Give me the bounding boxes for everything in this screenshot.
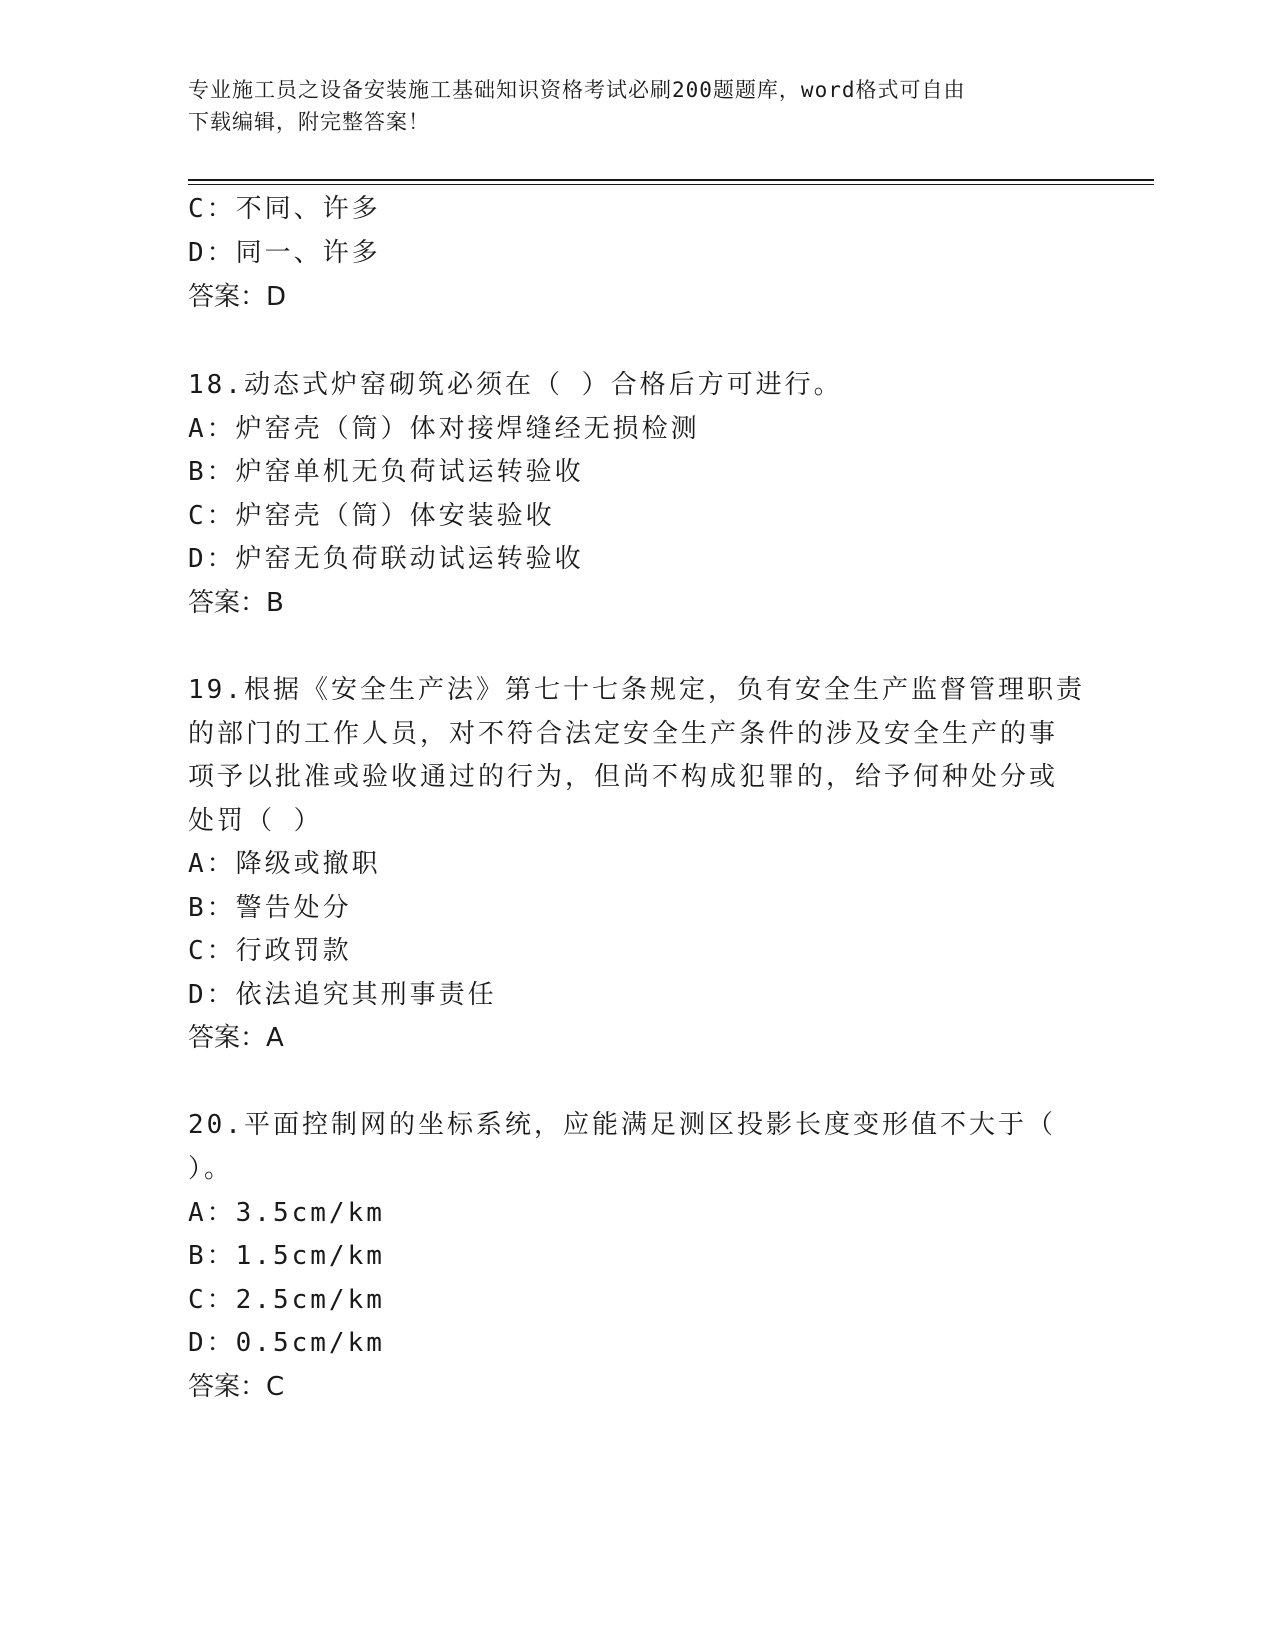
q19-option-c: C：行政罚款 [188, 936, 352, 966]
q18-option-d: D：炉窑无负荷联动试运转验收 [188, 544, 584, 574]
q19-option-b: B：警告处分 [188, 893, 352, 923]
q18-option-a: A：炉窑壳（筒）体对接焊缝经无损检测 [188, 414, 700, 444]
q18-stem-line-1: 18.动态式炉窑砌筑必须在（ ）合格后方可进行。 [188, 370, 843, 400]
q17-option-c: C：不同、许多 [188, 194, 381, 224]
q17-answer: 答案：D [188, 282, 287, 312]
q20-stem-line-2: ）。 [188, 1154, 234, 1184]
q20-option-b: B：1.5cm/km [188, 1241, 385, 1271]
q18-option-c: C：炉窑壳（筒）体安装验收 [188, 501, 555, 531]
q19-option-a: A：降级或撤职 [188, 849, 381, 879]
q20-option-d: D：0.5cm/km [188, 1328, 385, 1358]
q17-option-d: D：同一、许多 [188, 238, 381, 268]
document-header [188, 74, 1088, 138]
q20-stem-line-1: 20.平面控制网的坐标系统，应能满足测区投影长度变形值不大于（ [188, 1110, 1056, 1140]
q20-option-c: C：2.5cm/km [188, 1285, 385, 1315]
q19-option-d: D：依法追究其刑事责任 [188, 980, 497, 1010]
q18-answer: 答案：B [188, 588, 284, 618]
q19-answer: 答案：A [188, 1023, 284, 1053]
header-title-line-2: 下载编辑，附完整答案！ [188, 110, 430, 134]
header-divider-thin [188, 184, 1154, 185]
header-title-line-1: 专业施工员之设备安装施工基础知识资格考试必刷200题题库，word格式可自由 [188, 78, 966, 102]
q20-answer: 答案：C [188, 1372, 285, 1402]
q20-option-a: A：3.5cm/km [188, 1198, 385, 1228]
q19-stem-line-3: 项予以批准或验收通过的行为，但尚不构成犯罪的，给予何种处分或 [188, 762, 1059, 792]
q19-stem-line-4: 处罚（ ） [188, 806, 323, 836]
header-divider-thick [188, 179, 1154, 181]
q19-stem-line-1: 19.根据《安全生产法》第七十七条规定，负有安全生产监督管理职责 [188, 675, 1085, 705]
q19-stem-line-2: 的部门的工作人员，对不符合法定安全生产条件的涉及安全生产的事 [188, 719, 1059, 749]
q18-option-b: B：炉窑单机无负荷试运转验收 [188, 457, 584, 487]
